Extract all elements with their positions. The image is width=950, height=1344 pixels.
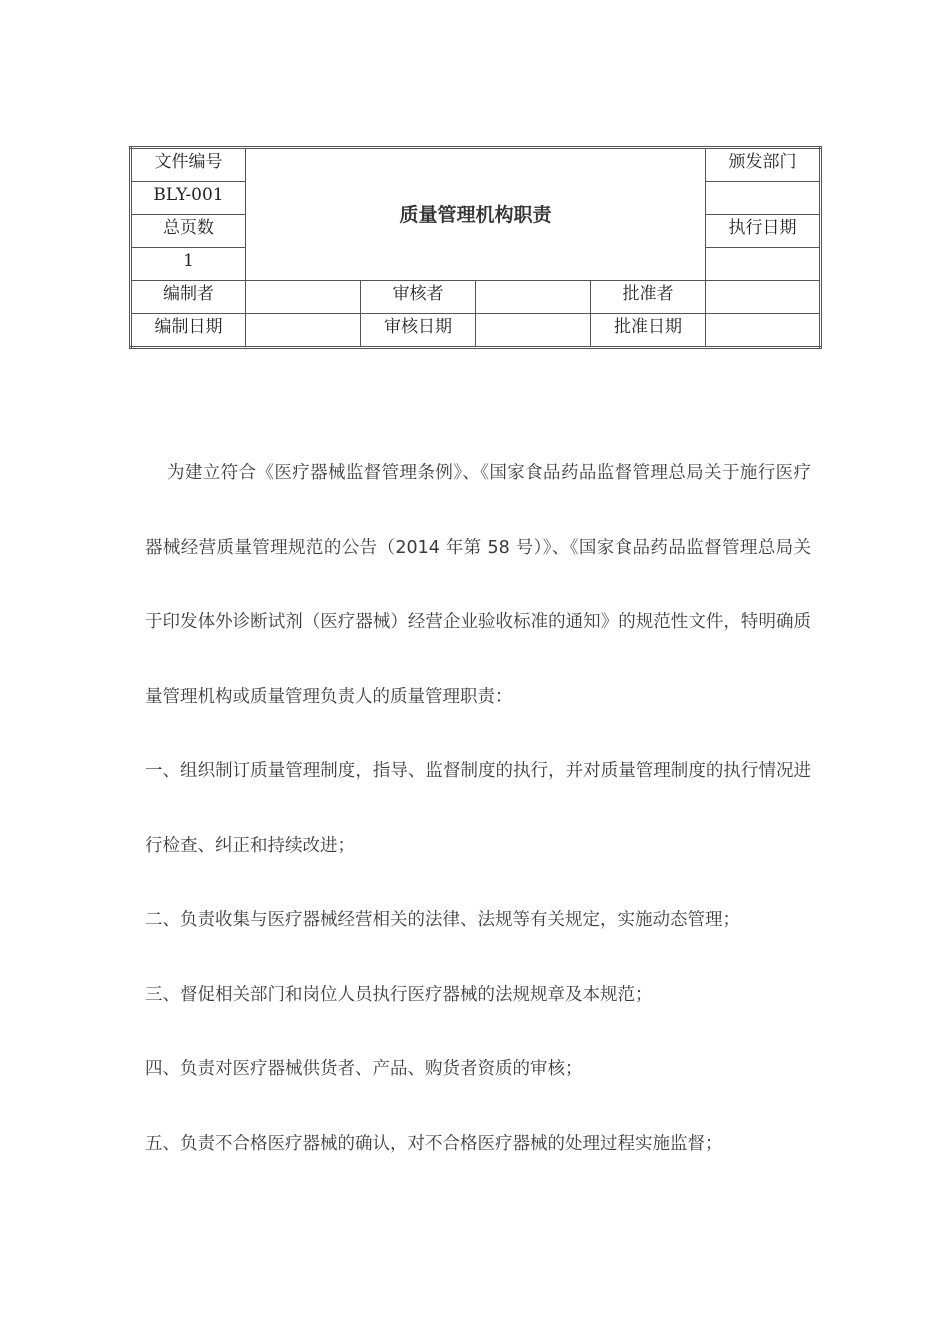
duty-item-5: 五、负责不合格医疗器械的确认，对不合格医疗器械的处理过程实施监督；	[145, 1133, 723, 1154]
review-date-label: 审核日期	[361, 314, 476, 348]
issuing-dept-label: 颁发部门	[706, 148, 821, 182]
pages-value: 1	[131, 248, 246, 281]
document-title: 质量管理机构职责	[246, 148, 706, 281]
issuing-dept-value	[706, 182, 821, 215]
effective-date-value	[706, 248, 821, 281]
document-header-table	[129, 146, 822, 349]
doc-no-value: BLY-001	[131, 182, 246, 215]
approve-date-value	[706, 314, 821, 348]
intro-paragraph: 为建立符合《医疗器械监督管理条例》、《国家食品药品监督管理总局关于施行医疗器械经营质量管理规范的公告（2014 年第 58 号）》、《国家食品药品监督管理总局关于印发体外诊断试剂（医疗器械）经营企业验收标准的通知》的规范性文件，特明确质量管理机构或质量管理负责人的质量管理职责：	[145, 463, 811, 707]
author-date-label: 编制日期	[131, 314, 246, 348]
duty-item-1: 一、组织制订质量管理制度，指导、监督制度的执行，并对质量管理制度的执行情况进行检查、纠正和持续改进；	[145, 761, 811, 856]
effective-date-label: 执行日期	[706, 215, 821, 248]
duty-item-2: 二、负责收集与医疗器械经营相关的法律、法规等有关规定，实施动态管理；	[145, 910, 740, 930]
author-date-value	[246, 314, 361, 348]
doc-no-label: 文件编号	[131, 148, 246, 182]
approver-value	[706, 281, 821, 314]
review-date-value	[476, 314, 591, 348]
approve-date-label: 批准日期	[591, 314, 706, 348]
duty-item-4: 四、负责对医疗器械供货者、产品、购货者资质的审核；	[145, 1059, 583, 1079]
document-body	[145, 436, 811, 1181]
pages-label: 总页数	[131, 215, 246, 248]
approver-label: 批准者	[591, 281, 706, 314]
duty-item-3: 三、督促相关部门和岗位人员执行医疗器械的法规规章及本规范；	[145, 984, 653, 1005]
reviewer-label: 审核者	[361, 281, 476, 314]
author-label: 编制者	[131, 281, 246, 314]
reviewer-value	[476, 281, 591, 314]
author-value	[246, 281, 361, 314]
